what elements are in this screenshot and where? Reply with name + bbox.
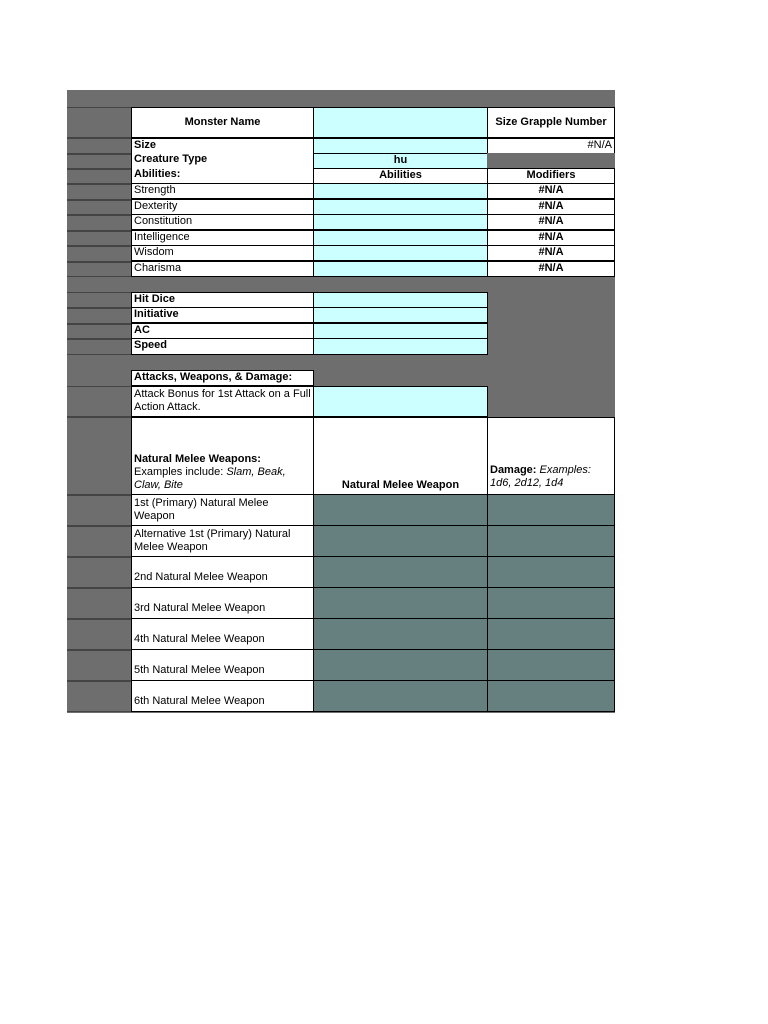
attacks-section-label: Attacks, Weapons, & Damage: (131, 370, 314, 386)
ability-score-input[interactable] (313, 183, 488, 199)
damage-examples: Examples: 1d6, 2d12, 1d4 (490, 464, 591, 489)
weapon-damage-cell[interactable] (487, 649, 615, 681)
row-header (67, 200, 131, 215)
natural-melee-title: Natural Melee Weapons: (134, 453, 261, 465)
weapon-name-cell[interactable] (313, 649, 488, 681)
weapon-row-label: 4th Natural Melee Weapon (131, 618, 314, 650)
damage-label: Damage: (490, 464, 537, 476)
hit-dice-label: Hit Dice (131, 292, 314, 308)
weapon-name-cell[interactable] (313, 680, 488, 712)
weapon-row-label: Alternative 1st (Primary) Natural Melee Weapon (131, 525, 314, 557)
ability-score-input[interactable] (313, 199, 488, 215)
row-header (67, 681, 131, 712)
weapon-name-cell[interactable] (313, 556, 488, 588)
weapon-damage-cell[interactable] (487, 525, 615, 557)
ability-score-input[interactable] (313, 214, 488, 230)
abilities-label: Abilities: (131, 168, 314, 184)
attack-bonus-input[interactable] (313, 386, 488, 417)
size-grapple-value: #N/A (487, 138, 615, 154)
ability-modifier: #N/A (487, 199, 615, 215)
row-header (67, 292, 131, 308)
row-header (67, 262, 131, 277)
weapon-damage-cell[interactable] (487, 556, 615, 588)
ability-modifier: #N/A (487, 230, 615, 246)
modifiers-column-header: Modifiers (487, 168, 615, 184)
row-header (67, 154, 131, 169)
ability-modifier: #N/A (487, 245, 615, 261)
row-header (67, 324, 131, 339)
row-header (67, 107, 131, 138)
abilities-column-header: Abilities (313, 168, 488, 184)
row-header (67, 386, 131, 417)
ac-input[interactable] (313, 323, 488, 339)
attack-bonus-label: Attack Bonus for 1st Attack on a Full Action Attack. (131, 386, 314, 417)
row-header (67, 184, 131, 200)
monster-name-label: Monster Name (131, 107, 314, 138)
ability-modifier: #N/A (487, 183, 615, 199)
weapon-damage-cell[interactable] (487, 680, 615, 712)
weapon-row-label: 1st (Primary) Natural Melee Weapon (131, 494, 314, 526)
natural-melee-column-header: Natural Melee Weapon (313, 417, 488, 495)
row-header (67, 339, 131, 355)
hit-dice-input[interactable] (313, 292, 488, 308)
initiative-label: Initiative (131, 307, 314, 323)
ability-name: Dexterity (131, 199, 314, 215)
weapon-name-cell[interactable] (313, 525, 488, 557)
ability-modifier: #N/A (487, 214, 615, 230)
weapon-row-label: 2nd Natural Melee Weapon (131, 556, 314, 588)
weapon-name-cell[interactable] (313, 618, 488, 650)
weapon-row-label: 6th Natural Melee Weapon (131, 680, 314, 712)
row-header (67, 215, 131, 231)
speed-label: Speed (131, 338, 314, 355)
ac-label: AC (131, 323, 314, 339)
natural-melee-header (131, 417, 314, 495)
speed-input[interactable] (313, 338, 488, 355)
weapon-damage-cell[interactable] (487, 587, 615, 619)
weapon-name-cell[interactable] (313, 494, 488, 526)
ability-name: Strength (131, 183, 314, 199)
ability-name: Wisdom (131, 245, 314, 261)
size-grapple-label: Size Grapple Number (487, 107, 615, 138)
size-input[interactable] (313, 138, 488, 154)
weapon-name-cell[interactable] (313, 587, 488, 619)
ability-score-input[interactable] (313, 245, 488, 261)
weapon-damage-cell[interactable] (487, 618, 615, 650)
row-header (67, 650, 131, 681)
size-label: Size (131, 138, 314, 154)
examples-list: Slam, Beak, Claw, Bite (134, 466, 286, 491)
weapon-damage-cell[interactable] (487, 494, 615, 526)
row-header (67, 308, 131, 324)
monster-name-input[interactable] (313, 107, 488, 138)
row-header (67, 231, 131, 246)
row-header (67, 169, 131, 184)
creature-type-input[interactable]: hu (313, 153, 488, 169)
weapon-row-label: 3rd Natural Melee Weapon (131, 587, 314, 619)
row-header (67, 495, 131, 526)
row-header (67, 619, 131, 650)
damage-column-header (487, 417, 615, 495)
ability-modifier: #N/A (487, 261, 615, 277)
creature-type-label: Creature Type (131, 153, 314, 169)
natural-melee-examples (134, 466, 311, 492)
ability-score-input[interactable] (313, 230, 488, 246)
weapon-row-label: 5th Natural Melee Weapon (131, 649, 314, 681)
row-header (67, 588, 131, 619)
row-header (67, 557, 131, 588)
creature-type-filler (487, 153, 615, 169)
row-header (67, 138, 131, 154)
row-header (67, 417, 131, 495)
initiative-input[interactable] (313, 307, 488, 323)
ability-name: Constitution (131, 214, 314, 230)
ability-name: Charisma (131, 261, 314, 277)
ability-score-input[interactable] (313, 261, 488, 277)
examples-prefix: Examples include: (134, 466, 224, 478)
row-header (67, 246, 131, 262)
row-header (67, 526, 131, 557)
ability-name: Intelligence (131, 230, 314, 246)
